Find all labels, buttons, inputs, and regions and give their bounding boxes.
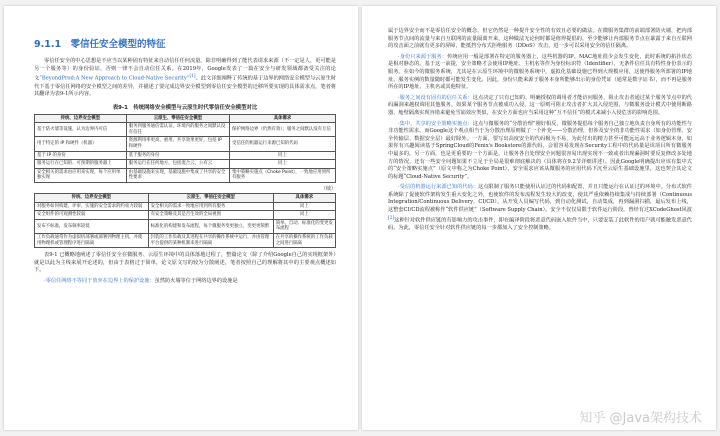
table-cell: 同上 xyxy=(230,160,336,169)
bullet-lead: ·集中、共享的安全策略实施点： xyxy=(398,120,473,127)
footnote-ref-2[interactable]: [2] xyxy=(388,215,395,221)
bullet-text: 这点决定了只有已知的、明确授权的调用者才能访问服务，阻止攻击者通过某个服务节点中的代码漏洞来越权调用其他服务。如果某个服务节点被成功入侵，这一原则可阻止攻击者扩大其入侵范围，与微服务设计模式中使用断路器、舱壁隔离实现容错来避免雪崩效应类似，在安全方面也应当采用这种“互不信任”的模式来减小入侵危害的影响范围。 xyxy=(388,94,692,116)
table-row xyxy=(35,160,336,169)
table-cell: 基于 IP 的身份 xyxy=(35,151,127,160)
bullet-lead: ·服务之间没有固有的信任关系： xyxy=(398,94,473,101)
table-continued-label: （续） xyxy=(320,186,336,193)
col-header-traditional: 传统、边界安全模型 xyxy=(35,194,149,203)
col-header-requirement: 具体需求 xyxy=(230,114,336,123)
table-cell: 受信任的机器运行来源已知的代码 xyxy=(230,137,336,151)
table-cell: 同上 xyxy=(230,151,336,160)
left-page xyxy=(4,6,358,430)
table-cell: 对服务如何构建、评审、实施的安全需求的约束力较弱 xyxy=(35,202,149,211)
table-cell: 资源利用率更高、重用、共享效果更好，包括 IP 和硬件 xyxy=(126,137,229,151)
table-row xyxy=(35,219,336,233)
table-cell: 用于特定的 IP 和硬件（机器） xyxy=(35,137,127,151)
intro-text: 零信任安全的中心思想是不应当以某种固有特征来自动信任任何流量。除非明确得到了能代表请求来源（不一定是人，更可能是另一个服务等）的身份验证，否则一律不会自动信任关系。在2019年，Google发表了一篇在安全与研发领域都备受关注的论文 xyxy=(34,58,336,82)
table-cell: 工作负载通常作为虚拟机部署或部署到物理主机，并使用物理机或管理程序进行隔离 xyxy=(35,234,149,248)
intro-tail: 。此文详细阐释了传统的基于边界的网络安全模型与云原生时代下基于零信任网络的安全模型之间的差异，并描述了要完成边界安全模型到零信任安全模型的迁移所要实现的具体需求点，笔者将其翻译为表9-1所示内容。 xyxy=(34,75,336,98)
col-header-traditional: 传统、边界安全模型 xyxy=(35,114,127,123)
table-cell: 服务运行在任何地方，包括混合云、公有云 xyxy=(126,160,229,169)
bullet-identity xyxy=(388,54,692,92)
table-cell: 基于防火墙等设施，认为边界内可信 xyxy=(35,123,127,137)
bullet-perimeter xyxy=(34,278,336,286)
table-cell: 发布不标准，发布频率较低 xyxy=(35,219,149,233)
table-cell: 安全相关的需求由应用来实现，每个应用单独实现 xyxy=(35,168,127,182)
bullet-lead: ·受信的机器运行来源已知的代码： xyxy=(398,184,478,191)
table-cell: 在共享的操作系统的工作负载之间进行隔离 xyxy=(273,234,335,248)
bullet-no-trust xyxy=(388,95,692,118)
summary-paragraph: 表9-1 已概略地阐述了零信任安全在微服务、云原生环境中的具体落地过程了，整篇论文（除了介绍Google自己的实现框架外）就是以此为主线来展开论述的，但由于表格过于简单，论文原文写的较为分散阐述，笔者按照自己的理解将其中的主要观点概述如下。 xyxy=(34,252,336,274)
watermark-text: 知乎 @Java架构技术 xyxy=(579,411,702,426)
table-row xyxy=(35,202,336,211)
bullet-choke-point xyxy=(388,121,692,182)
bullet-text: 虽然防火墙等位于网络边界的设施是 xyxy=(154,277,238,284)
intro-paragraph xyxy=(34,58,336,99)
table-row xyxy=(35,168,336,182)
footnote-ref-1[interactable]: [1] xyxy=(189,74,196,80)
table-cell: 安全相关的需求一致地应用到所有服务 xyxy=(148,202,273,211)
table-cell: 同上 xyxy=(273,211,335,220)
table-cell: 集中策略实施点（Choke Point），一致地应用到所有服务 xyxy=(230,168,336,182)
bullet-lead: ·身份只来源于服务： xyxy=(398,53,448,60)
table-cell: 安全组件的可观测性较弱 xyxy=(35,211,149,220)
bullet-trusted-code xyxy=(388,184,692,232)
table-cell: 服务到服务通信需认证，环境内的服务之间默认没有信任 xyxy=(126,123,229,137)
comparison-table-part1 xyxy=(34,114,336,183)
continued-paragraph: 属于边界安全而不是零信任安全的概念，但它仍然是一种提升安全性的有效且必要的做法。在微服务集群的前端部署防火墙，把内部服务节点间的流量与来自互联网的流量隔离开来，这种做法无论何时都是值得提倡的。至少能够让内部服务节点在暴露于来自互联网的攻击面之前就有更多的屏障，能抵挡分布式拒绝服务（DDoS）攻击，进一步可以采用安全的信任隔离。 xyxy=(388,28,692,50)
bullet-text: 这点限制了服务只能使用认证过的代码和配置，并且只能运行在认证过的环境中。分布式软件系统除了促使软件架构发生重大变化之外，也使软件的发布流程发生较大的改变，使其严重依赖持续集成与持续部署（Continuous Integration/Continuous Delivery，CI/CD）。从开发人员编写代码，到自动化测试，自动集成，再到漏洞扫描，最后发布上线，这整套CI/CD流程被称作“软件供应链”（Software Supply Chain）。安全不仅仅局限于软件运行阶段，曾经有过XCodeGhost风波 xyxy=(388,184,692,214)
right-page xyxy=(362,6,716,430)
table-cell: 同上 xyxy=(273,202,335,211)
col-header-cloud-native: 云原生、零信任安全模型 xyxy=(148,194,273,203)
table-cell: 简单、自动、标准化的变更发布流程 xyxy=(273,219,335,233)
table-row xyxy=(35,211,336,220)
table-caption: 表9-1 传统网络安全模型与云原生时代零信任安全模型对比 xyxy=(112,104,258,111)
watermark xyxy=(579,407,702,426)
table-cell: 基于服务的身份 xyxy=(126,151,229,160)
table-cell: 服务运行在已知的、可预期的服务器上 xyxy=(35,160,127,169)
paper-title-link[interactable]: “BeyondProd:A New Approach to Cloud-Native Security” xyxy=(39,75,190,82)
table-cell: 保护网络边界（仍然有效）；服务之间默认没有互信 xyxy=(230,123,336,137)
table-row xyxy=(35,151,336,160)
bullet-lead: ·零信任网络不等同于放弃在边界上的保护设施： xyxy=(44,277,155,284)
table-cell: 有安全策略及其是否生效的全局视图 xyxy=(148,211,273,220)
table-row xyxy=(35,234,336,248)
bullet-text: 这点与微服务的“分散治理”刚好相反，微服务提倡每个服务自己独立地负责自身所有的功能性与非功能性需求。而Google这个观点相当于为分散治理原则做了一个补充——分散治理，但涉及安全的非功能性需求（如身份管理、安全传输层、数据安全层）最好除外。一方面，要写出高度安全的代码极为不易，为此付出的精力甚至可能远远高于业务逻辑本身，如果你有兴趣阅读基于SpringCloud的Fenix's Bookstore的源代码，会很容易发现在Security工程中的代码量是该项目所有微服务中最多的。另一方面，也是更重要的一个方面是，让服务各自处理安全问题很容易出现实现不一致或者出现漏洞时要反复修改多处地方的情况，还有一些安全问题如果不立足于全局是很难彻底解决的（具体将在9.2节详细讲述）。因此Google明确提出应该有集中式的“安全策略实施点”（原文中称之为Choke Point），安全需求应该从微服务的应用代码下沉至云原生基础设施里，这也契合其论文的标题“Cloud-Native Security”。 xyxy=(388,120,692,180)
table-row xyxy=(35,137,336,151)
col-header-cloud-native: 云原生、零信任安全模型 xyxy=(126,114,229,123)
section-heading: 9.1.1 零信任安全模型的特征 xyxy=(34,39,166,50)
bullet-tail: 这种针对软件供应链的有影响力的攻击事件，即在编译阶段将恶意代码嵌入软件当中，只要安装了此软件的用户就可能触发恶意代码。为此，零信任安全针对软件供应链的每一步都加入了安全控制策略。 xyxy=(388,217,692,231)
col-header-requirement: 具体需求 xyxy=(273,194,335,203)
table-row xyxy=(35,123,336,137)
table-cell: 封装的工作负载及其进程在共享的操作系统中运行，并由管理平台提供的某种机制来进行隔离 xyxy=(148,234,273,248)
table-cell: 由基础设施来实现，基础设施中集成了共享的安全性要求 xyxy=(126,168,229,182)
comparison-table-part2 xyxy=(34,193,336,248)
table-cell: 标准化的构建和发布流程，每个微服务变更独立，变更更频繁 xyxy=(148,219,273,233)
bullet-text: 传统应用一般是部署在特定的服务器上，这些机器的IP、MAC地址很少会发生变化，此时系统的拓扑状态是相对静态的。基于这一前提，安全策略才会使用IP地址、主机名等作为身份标识符（Identifier），无条件信任具有特性身份表示的服务。在如今的微服务系统，尤其是在云原生环境中的微服务系统中，虚拟化基础设施已得到大规模应用，这使得服务所部署的IP地址、服务实例的数量随时都可能发生变化。因此，身份只能来源于服务本身所能够出示的身份凭证（通常是数字证书），而不再是服务所在的IP地址、主机名或其他特征。 xyxy=(388,53,692,91)
